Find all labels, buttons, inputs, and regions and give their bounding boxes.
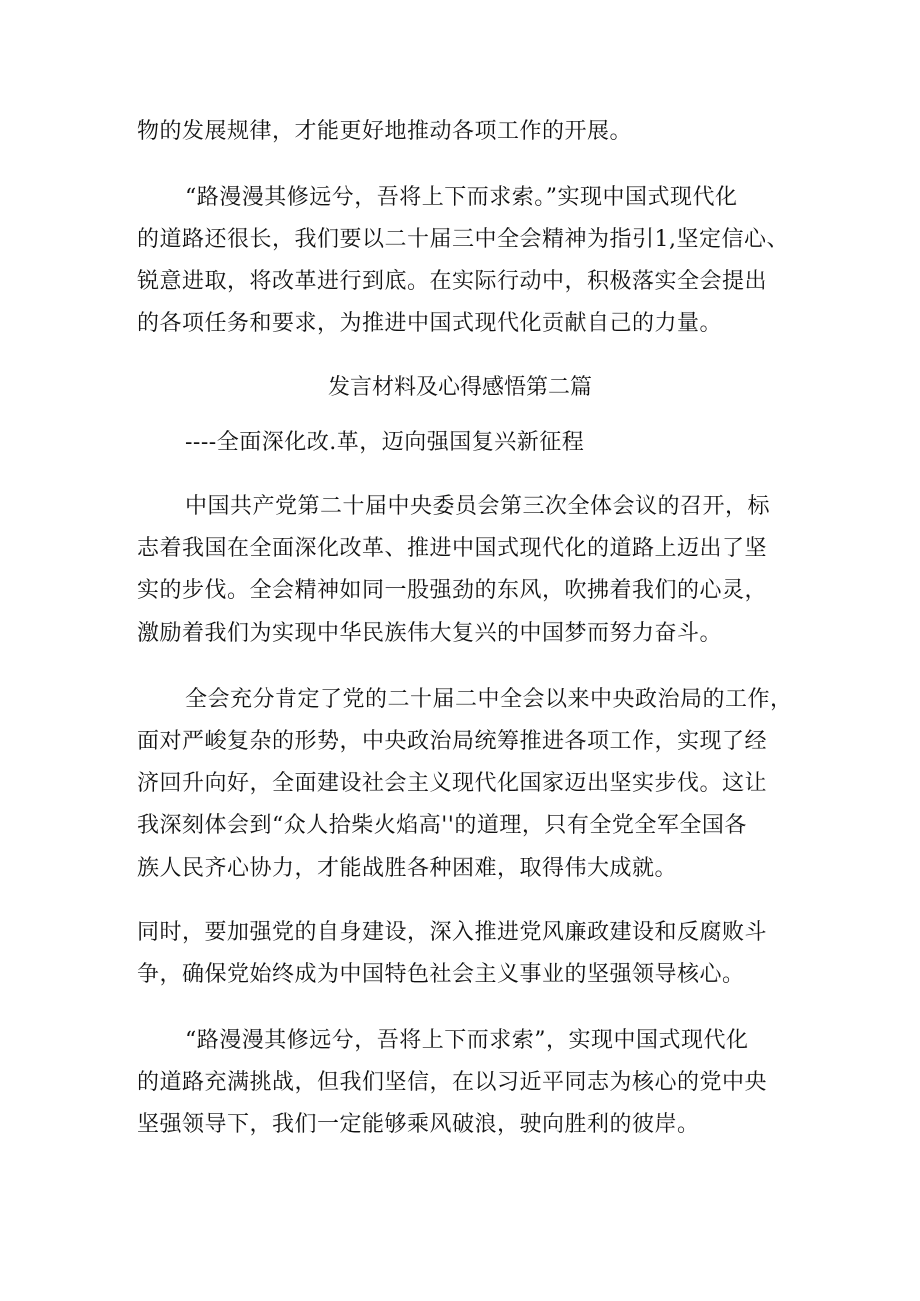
paragraph-line: 实的步伐。全会精神如同一股强劲的东风，吹拂着我们的心灵， [137, 578, 768, 603]
section-subtitle: ----全面深化改.革，迈向强国复兴新征程 [185, 430, 585, 455]
paragraph-line: 同时，要加强党的自身建设，深入推进党风廉政建设和反腐败斗 [137, 920, 768, 945]
paragraph-line: 锐意进取，将改革进行到底。在实际行动中，积极落实全会提出 [137, 269, 768, 294]
paragraph-line: 中国共产党第二十届中央委员会第三次全体会议的召开，标 [185, 494, 771, 519]
paragraph-line: 的道路充满挑战，但我们坚信，在以习近平同志为核心的党中央 [137, 1070, 768, 1095]
paragraph-line: 济回升向好，全面建设社会主义现代化国家迈出坚实步伐。这让 [137, 771, 768, 796]
paragraph-line: 争，确保党始终成为中国特色社会主义事业的坚强领导核心。 [137, 962, 745, 987]
paragraph-line: “路漫漫其修远兮，吾将上下而求索。”实现中国式现代化 [185, 185, 738, 210]
paragraph-line: 的道路还很长，我们要以二十届三中全会精神为指引1,坚定信心、 [137, 227, 789, 252]
paragraph-line: 志着我国在全面深化改革、推进中国式现代化的道路上迈出了坚 [137, 536, 768, 561]
paragraph-line: 面对严峻复杂的形势，中央政治局统筹推进各项工作，实现了经 [137, 729, 768, 754]
paragraph-line: 激励着我们为实现中华民族伟大复兴的中国梦而努力奋斗。 [137, 621, 723, 646]
paragraph-line: 全会充分肯定了党的二十届二中全会以来中央政治局的工作， [185, 687, 793, 712]
paragraph-line: “路漫漫其修远兮，吾将上下而求索”，实现中国式现代化 [185, 1028, 749, 1053]
paragraph-line: 物的发展规律，才能更好地推动各项工作的开展。 [137, 119, 633, 144]
paragraph-line: 我深刻体会到“众人拾柴火焰高''的道理，只有全党全军全国各 [137, 813, 747, 838]
paragraph-line: 坚强领导下，我们一定能够乘风破浪，驶向胜利的彼岸。 [137, 1112, 700, 1137]
paragraph-line: 族人民齐心协力，才能战胜各种困难，取得伟大成就。 [137, 856, 678, 881]
paragraph-line: 的各项任务和要求，为推进中国式现代化贡献自己的力量。 [137, 311, 723, 336]
section-heading: 发言材料及心得感悟第二篇 [327, 375, 592, 400]
